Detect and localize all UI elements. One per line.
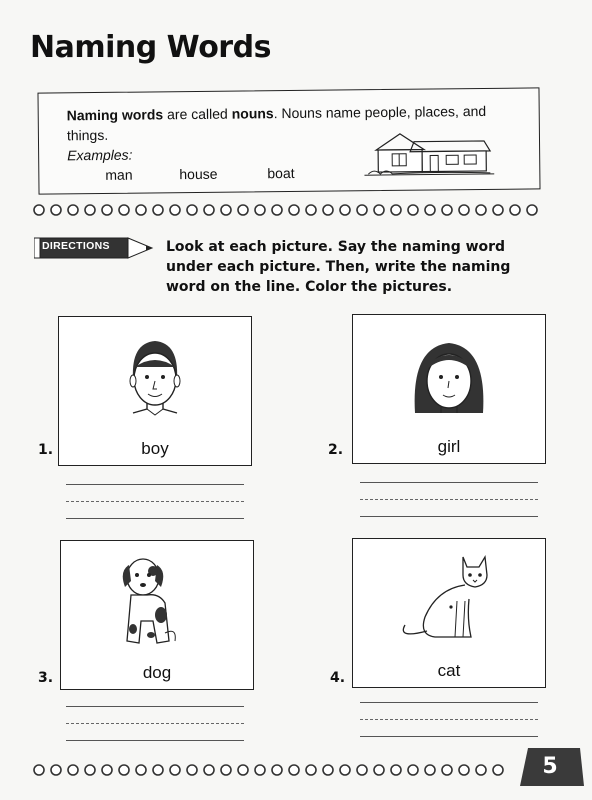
house-icon [364, 127, 495, 178]
intro-term: Naming words [66, 106, 164, 124]
writing-lines-2 [360, 482, 538, 517]
item-number-3: 3. [38, 670, 54, 686]
boy-face-icon [59, 317, 251, 427]
page-number: 5 [542, 754, 558, 779]
example-boat: boat [267, 164, 295, 182]
writing-lines-4 [360, 702, 538, 737]
picture-word-cat: cat [437, 661, 461, 680]
intro-text-2: . Nouns name people, places, and things. [66, 102, 487, 144]
directions-text: Look at each picture. Say the naming word under each picture. Then, write the naming word on the line. Color the pictures. [166, 239, 511, 295]
directions-label: DIRECTIONS [42, 240, 110, 252]
ring-divider-top [32, 203, 552, 217]
writing-lines-3 [66, 706, 244, 741]
item-number-2: 2. [328, 442, 344, 458]
example-man: man [105, 166, 133, 183]
intro-box [37, 87, 540, 194]
cat-icon [353, 539, 545, 657]
intro-term-nouns: nouns [231, 105, 274, 122]
item-number-4: 4. [330, 670, 346, 686]
picture-word-girl: girl [437, 437, 461, 456]
dog-icon [61, 541, 253, 659]
picture-box-girl [352, 314, 546, 464]
picture-word-dog: dog [142, 663, 172, 682]
item-number-1: 1. [38, 442, 54, 458]
picture-word-boy: boy [141, 439, 169, 458]
picture-box-dog [60, 540, 254, 690]
intro-text-1: are called [163, 105, 232, 123]
picture-box-cat [352, 538, 546, 688]
examples-label: Examples: [67, 146, 133, 164]
picture-box-boy [58, 316, 252, 466]
ring-divider-bottom [32, 763, 512, 777]
girl-face-icon [353, 315, 545, 425]
page-title: Naming Words [30, 30, 271, 65]
example-house: house [179, 165, 218, 183]
page-number-tab [520, 748, 584, 791]
directions-badge [34, 237, 154, 264]
writing-lines-1 [66, 484, 244, 519]
